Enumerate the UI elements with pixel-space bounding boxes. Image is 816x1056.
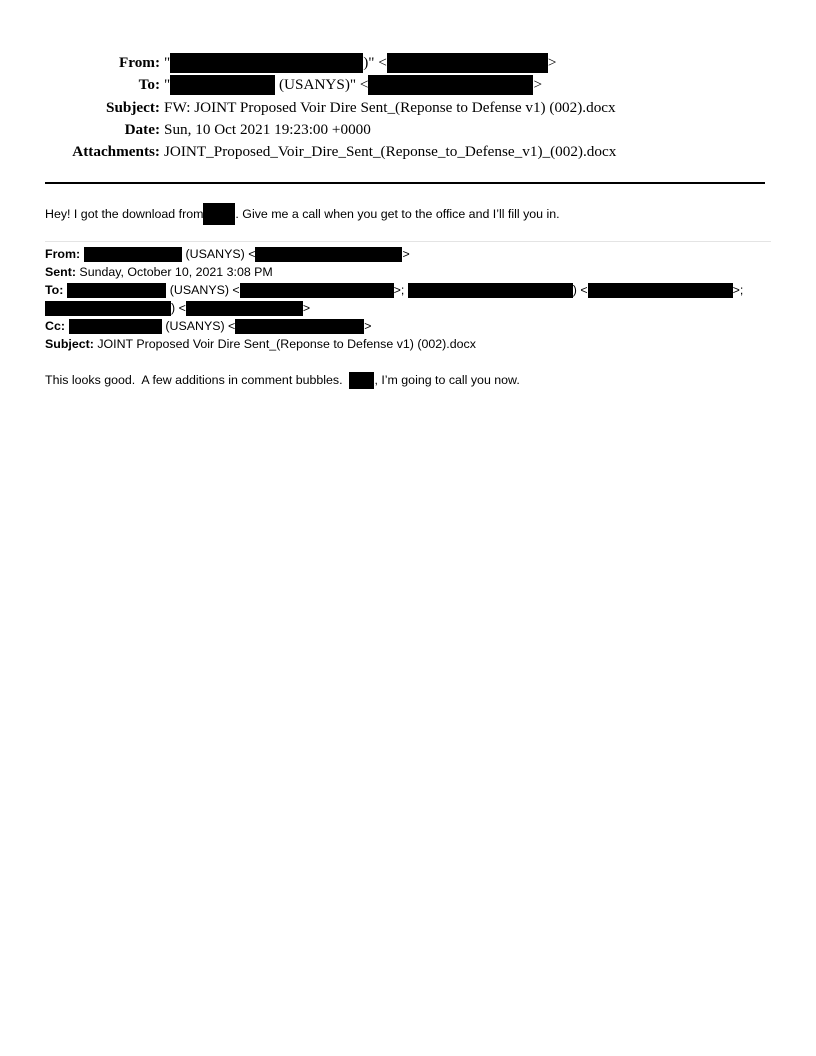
- fwd-from-label: From:: [45, 247, 81, 261]
- fwd-to-org: (USANYS) <: [166, 283, 240, 297]
- header-from-value: [160, 52, 556, 74]
- header-from-row: [0, 52, 816, 74]
- redaction-box: [588, 283, 733, 298]
- intro-message: [45, 203, 560, 225]
- redaction-box: [84, 247, 182, 262]
- redaction-box: [170, 53, 363, 73]
- fwd-to-mid: ) <: [572, 283, 588, 297]
- fwd-cc-org: (USANYS) <: [161, 319, 236, 333]
- fwd-to-sep: >;: [393, 283, 408, 297]
- fwd-subject-value: JOINT Proposed Voir Dire Sent_(Reponse to Defense v1) (002).docx: [93, 337, 476, 351]
- fwd-from-row: [45, 245, 771, 263]
- fwd-sent-value: Sunday, October 10, 2021 3:08 PM: [75, 265, 273, 279]
- header-to-close: >: [533, 76, 543, 94]
- fwd-sent-label: Sent:: [45, 265, 76, 279]
- header-date-label: Date:: [124, 120, 160, 138]
- fwd-to-label: To:: [45, 283, 64, 297]
- fwd-subject-label: Subject:: [45, 337, 94, 351]
- header-subject-row: [0, 97, 816, 119]
- header-attachments-label: Attachments:: [72, 143, 160, 161]
- header-from-sep: )" <: [363, 54, 387, 71]
- header-date-value: Sun, 10 Oct 2021 19:23:00 +0000: [164, 120, 371, 138]
- header-from-quote: ": [164, 54, 171, 71]
- redaction-box: [387, 53, 548, 73]
- redaction-box: [69, 319, 162, 334]
- fwd-sent-row: [45, 263, 771, 281]
- header-from-close: >: [547, 54, 557, 71]
- body-text-end: , I’m going to call you now.: [374, 373, 520, 387]
- redaction-box: [186, 301, 303, 316]
- fwd-to2-mid: ) <: [171, 301, 186, 315]
- header-to-label: To:: [138, 76, 160, 94]
- quoted-divider: [45, 241, 771, 242]
- fwd-to2-end: >: [302, 301, 311, 315]
- fwd-cc-row: [45, 317, 771, 335]
- header-to-org: (USANYS)" <: [275, 76, 369, 94]
- redaction-box: [45, 301, 171, 316]
- redaction-box: [203, 203, 235, 225]
- redaction-box: [67, 283, 166, 298]
- fwd-subject-row: [45, 335, 771, 353]
- email-header: [0, 52, 816, 163]
- message-body: [45, 370, 520, 390]
- fwd-to-row-continued: [45, 299, 771, 317]
- header-from-label: From:: [118, 54, 160, 71]
- fwd-to-end: >;: [732, 283, 744, 297]
- redaction-box: [408, 283, 573, 298]
- header-to-quote: ": [164, 76, 171, 94]
- header-attachments-value: JOINT_Proposed_Voir_Dire_Sent_(Reponse_to_Defense_v1)_(002).docx: [164, 143, 617, 161]
- fwd-to-row: [45, 281, 771, 299]
- fwd-cc-label: Cc:: [45, 319, 65, 333]
- header-date-row: [0, 119, 816, 141]
- header-attachments-row: [0, 141, 816, 163]
- redaction-box: [240, 283, 394, 298]
- redaction-box: [368, 75, 533, 95]
- header-to-row: [0, 74, 816, 96]
- redaction-box: [255, 247, 402, 262]
- header-to-value: [160, 74, 542, 96]
- fwd-from-org: (USANYS) <: [182, 247, 256, 261]
- fwd-from-close: >: [402, 247, 410, 261]
- redaction-box: [349, 372, 374, 389]
- body-text-start: This looks good. A few additions in comment bubbles.: [45, 373, 350, 387]
- intro-text-end: . Give me a call when you get to the office and I’ll fill you in.: [235, 207, 560, 221]
- redaction-box: [235, 319, 364, 334]
- header-subject-value: FW: JOINT Proposed Voir Dire Sent_(Reponse to Defense v1) (002).docx: [164, 98, 616, 116]
- header-divider: [45, 182, 765, 184]
- forwarded-header: [45, 245, 771, 353]
- redaction-box: [170, 75, 275, 95]
- fwd-cc-close: >: [364, 319, 372, 333]
- header-subject-label: Subject:: [106, 98, 160, 116]
- intro-text-start: Hey! I got the download from: [45, 207, 204, 221]
